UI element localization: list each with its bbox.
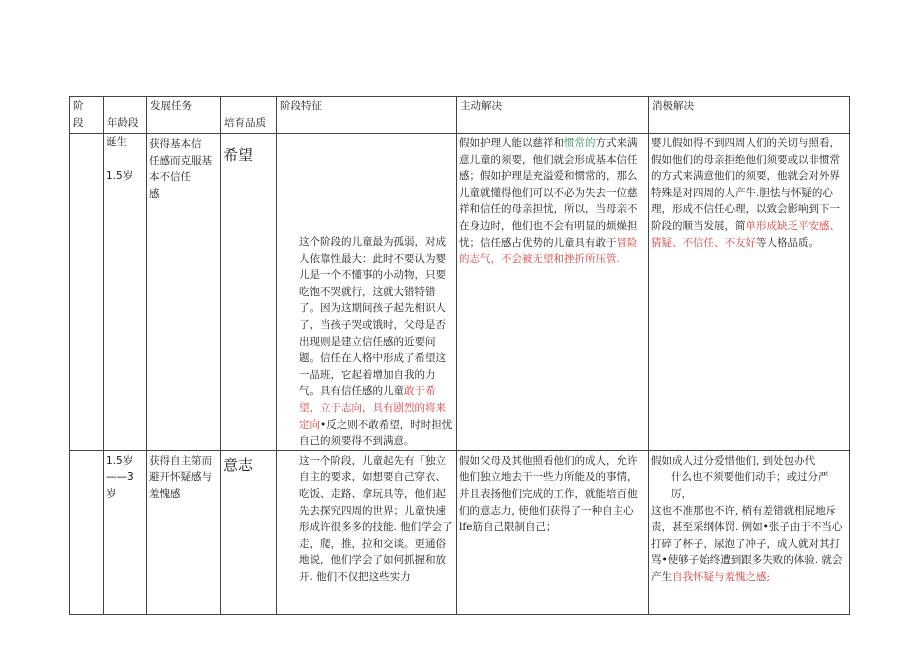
features-cell <box>277 450 457 614</box>
age-start: 诞生 <box>106 136 127 148</box>
header-task-label: 发展任务 <box>150 100 192 112</box>
positive-text-2: 方式来满意儿童的须要，他们就会形成基本信任感；假如护理是充溢爱和惯常的，那么儿童就懂得他们可以不必为失去一位慈祥和信任的母亲担忧，所以，当母亲不在身边时，他们也不会有明显的烦燥担忧；信任感占优势的儿童具有敢于 <box>459 137 638 249</box>
negative-paragraph <box>651 134 847 251</box>
negative-cell <box>649 134 850 451</box>
features-paragraph: 这一个阶段，儿童起先有「独立自主的要求，如想要自己穿衣、吃饭、走路、拿玩具等，他们起先去探究四周的世界；儿童快速形成许很多多的技能. 他们学会了走，爬，推，拉和交谈。更通俗地说，他们学会了如何抓握和放开. 他们不仅把这些实力 <box>299 454 453 583</box>
stage-cell <box>70 450 104 614</box>
positive-paragraph: 假如父母及其他照看他们的成人，允许他们独立地去干一些力所能及的事情，并且表扬他们完成的工作，就能培百他们的意志力, 使他们获得了一种自主心lfe筋自己限制自己； <box>459 454 638 534</box>
header-quality-label: 培育品质 <box>224 117 266 130</box>
table-row <box>70 134 850 451</box>
negative-first-line: 假如成人过分爱惜他们, 到处包办代 <box>651 454 816 467</box>
positive-paragraph <box>459 134 646 268</box>
negative-paragraph <box>651 503 847 586</box>
negative-text: 婴儿假如得不到四周人们的关切与照看，假如他们的母亲拒绝他们须要或以非惯常的方式来满意他们的须要，他就会对外界特殊是对四周的人产牛.胆怯与怀疑的心理，形成不信任心理，以致会影响到下一阶段的顺当发展，简 <box>651 137 840 232</box>
age-end: ——3岁 <box>106 471 134 500</box>
negative-cell <box>649 450 850 614</box>
positive-highlight-red: 冒险的志气，不会被无望和挫折所压管. <box>459 236 638 266</box>
header-stage-bottom: 段 <box>73 117 84 130</box>
positive-cell <box>457 450 649 614</box>
positive-cell <box>457 134 649 451</box>
header-positive <box>457 97 649 134</box>
header-features <box>277 97 457 134</box>
features-text: 这个阶段的儿童最为孤弱，对成人依靠性最大：此时不要认为婴儿是一个不懂事的小动物，只要吃饱不哭就行，这就大错特错了。因为这期间孩子起先相识人了，当孩子哭或饿时，父母是否出现则是建立信任感的近要问题。信任在人格中形成了希望这一品班，它起着增加自我的力气。具有信任感的儿童 <box>299 236 446 398</box>
negative-indented-line: 什么也不须要他们动手；或过分严厉， <box>671 471 829 500</box>
task-line: 本不信任 <box>149 171 191 184</box>
features-tail: •反之则不敢希望，时时担忧自己的须要得不到满意。 <box>299 418 453 448</box>
task-line: 羞愧感 <box>149 487 181 500</box>
task-line: 获得基本信 <box>149 138 202 150</box>
stage-cell <box>70 134 104 451</box>
header-task <box>147 97 221 134</box>
quality-label: 希望 <box>223 146 254 164</box>
quality-cell <box>221 134 277 451</box>
task-line: 任感而克服基 <box>149 154 212 167</box>
header-age-label: 年龄段 <box>107 117 139 130</box>
age-cell <box>104 450 147 614</box>
task-line: 获得自主第而 <box>149 454 212 467</box>
negative-text: 这也不准那也不许, 梢有差错就相屁地斥责，甚至采纲体罚. 例如•张子由于不当心打碎了杯子，尿泡了冲子，成人就对其打骂•使够子始终遭到跟多失败的体验. 就会产生 <box>651 504 843 583</box>
positive-highlight-green: 惯常的 <box>564 137 596 149</box>
negative-highlight: 自我怀疑与羞愧之感; <box>672 570 771 583</box>
features-cell <box>277 134 457 451</box>
task-line: 避开怀疑感与 <box>149 471 212 484</box>
age-cell <box>104 134 147 451</box>
header-stage-top: 阶 <box>73 100 84 112</box>
task-cell <box>147 450 221 614</box>
age-start: 1.5岁 <box>106 454 134 467</box>
header-features-label: 阶段特征 <box>280 100 322 112</box>
task-line: 感 <box>149 187 160 200</box>
features-paragraph <box>279 134 454 450</box>
age-end: 1.5岁 <box>106 169 134 182</box>
header-row <box>70 97 850 134</box>
erikson-stage-table <box>69 96 850 615</box>
header-age <box>104 97 147 134</box>
negative-text-2: 等人格品质。 <box>756 236 819 249</box>
quality-cell <box>221 450 277 614</box>
header-quality <box>221 97 277 134</box>
header-negative-label: 消极解决 <box>652 100 694 112</box>
table-row <box>70 450 850 614</box>
negative-highlight: 单形成缺乏平安感、猜疑、不信任、不友好 <box>651 219 840 249</box>
quality-label: 意志 <box>223 455 254 474</box>
header-stage <box>70 97 104 134</box>
task-cell <box>147 134 221 451</box>
header-negative <box>649 97 850 134</box>
header-positive-label: 主动解决 <box>460 100 502 112</box>
features-highlight: 敢于希望，立于志向，具有剧烈的将来定向 <box>299 385 446 431</box>
positive-text: 假如护理人能以慈祥和 <box>459 137 564 149</box>
